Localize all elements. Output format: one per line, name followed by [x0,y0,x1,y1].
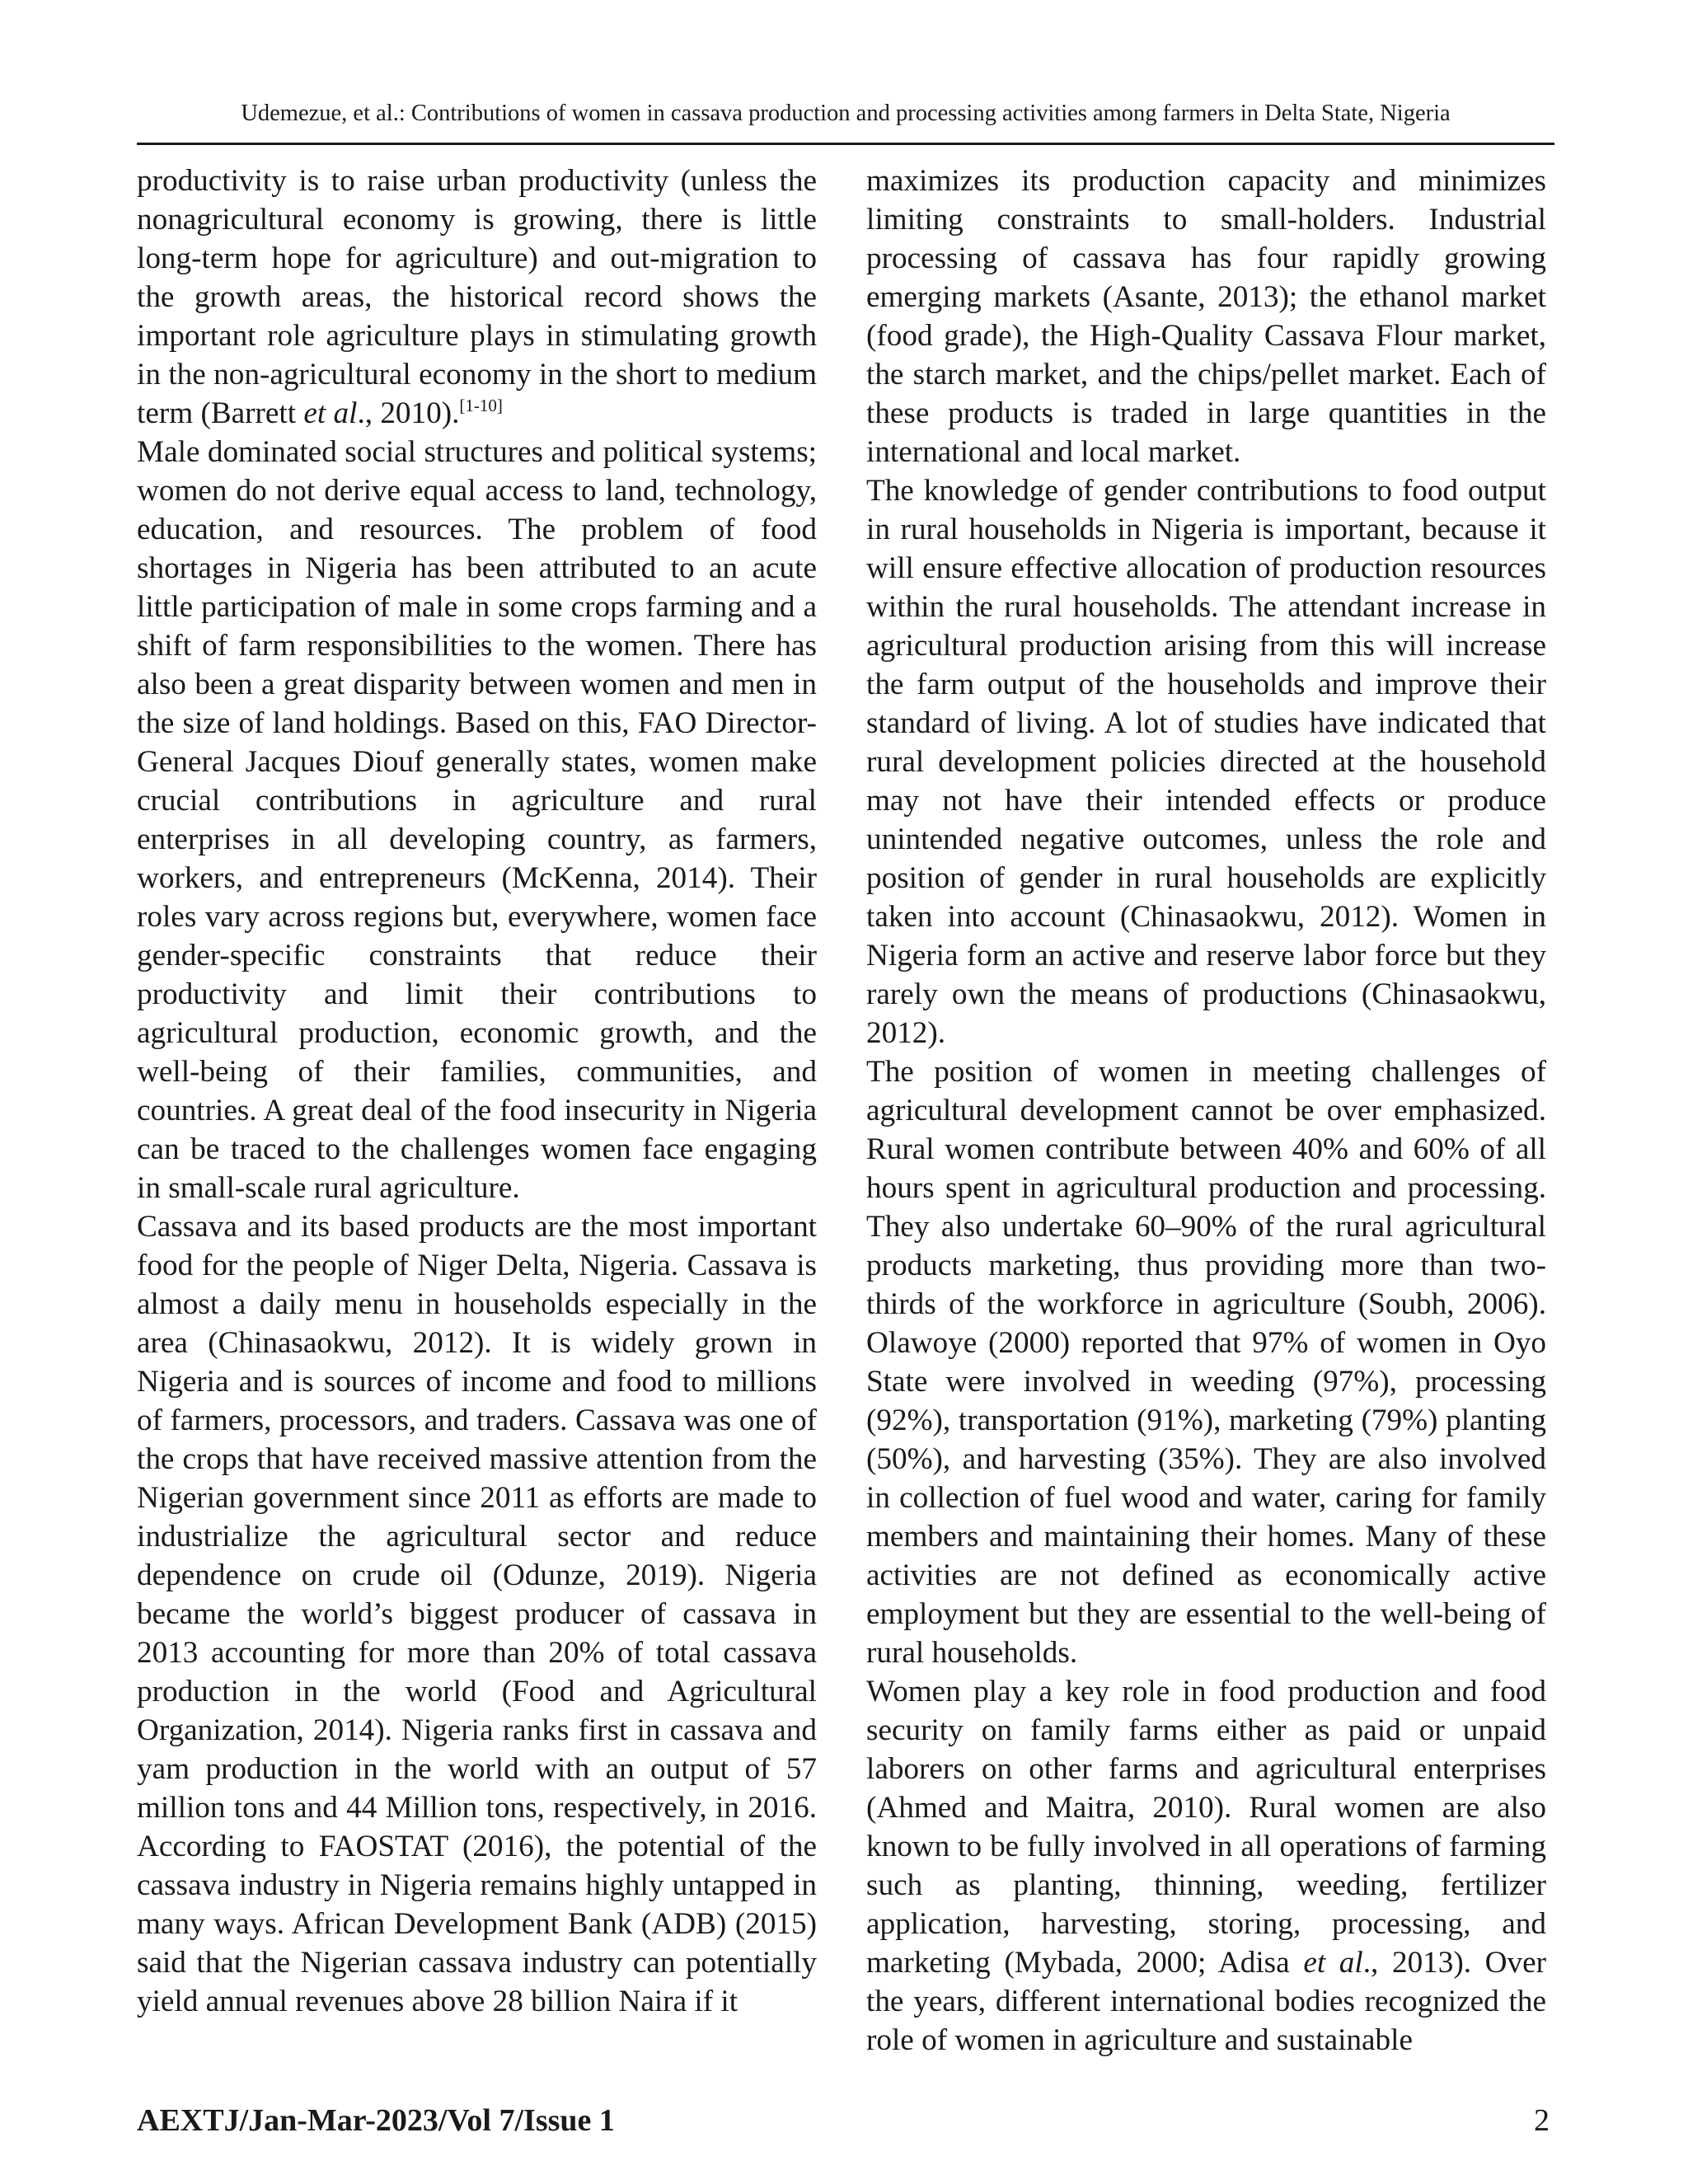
right-column [866,162,1546,2060]
left-p1-text: productivity is to raise urban productivity (unless the nonagricultural economy is growing, there is little long-term hope for agriculture) and out-migration to the growth areas, the historical record shows the important role agriculture plays in stimulating growth in the non-agricultural economy in the short to medium term (Barrett [137,164,817,430]
left-p1-text-end: ., 2010). [357,396,460,430]
page-number: 2 [1534,2103,1550,2138]
right-p4-text-end: ., 2013). Over the years, different international bodies recognized the role of women in agriculture and sustainable [866,1946,1547,2057]
footer-journal-info: AEXTJ/Jan-Mar-2023/Vol 7/Issue 1 [137,2103,615,2138]
left-column [137,162,817,2021]
right-paragraph-1: maximizes its production capacity and minimizes limiting constraints to small-holders. Industrial processing of cassava has four rapidly growing emerging markets (Asante, 2013); the ethanol market (food grade), the High-Quality Cassava Flour market, the starch market, and the chips/pellet market. Each of these products is traded in large quantities in the international and local market. [866,164,1546,469]
right-paragraph-2: The knowledge of gender contributions to food output in rural households in Nigeria is important, because it will ensure effective allocation of production resources within the rural households. The attendant increase in agricultural production arising from this will increase the farm output of the households and improve their standard of living. A lot of studies have indicated that rural development policies directed at the household may not have their intended effects or produce unintended negative outcomes, unless the role and position of gender in rural households are explicitly taken into account (Chinasaokwu, 2012). Women in Nigeria form an active and reserve labor force but they rarely own the means of productions (Chinasaokwu, 2012). [866,474,1546,1050]
left-paragraph-1 [137,162,817,433]
right-p4-text: Women play a key role in food production and food security on family farms either as paid or unpaid laborers on other farms and agricultural enterprises (Ahmed and Maitra, 2010). Rural women are also known to be fully involved in all operations of farming such as planting, thinning, weeding, fertilizer application, harvesting, storing, processing, and marketing (Mybada, 2000; Adisa [866,1675,1546,1980]
left-paragraph-2: Male dominated social structures and political systems; women do not derive equal access to land, technology, education, and resources. The problem of food shortages in Nigeria has been attributed to an acute little participation of male in some crops farming and a shift of farm responsibilities to the women. There has also been a great disparity between women and men in the size of land holdings. Based on this, FAO Director-General Jacques Diouf generally states, women make crucial contributions in agriculture and rural enterprises in all developing country, as farmers, workers, and entrepreneurs (McKenna, 2014). Their roles vary across regions but, everywhere, women face gender-specific constraints that reduce their productivity and limit their contributions to agricultural production, economic growth, and the well-being of their families, communities, and countries. A great deal of the food insecurity in Nigeria can be traced to the challenges women face engaging in small-scale rural agriculture. [137,435,817,1205]
right-paragraph-4 [866,1672,1546,2060]
citation-superscript: [1-10] [459,396,503,415]
left-p1-etal: et al [303,396,358,430]
left-paragraph-3: Cassava and its based products are the most important food for the people of Niger Delta, Nigeria. Cassava is almost a daily menu in households especially in the area (Chinasaokwu, 2012). It is widely grown in Nigeria and is sources of income and food to millions of farmers, processors, and traders. Cassava was one of the crops that have received massive attention from the Nigerian government since 2011 as efforts are made to industrialize the agricultural sector and reduce dependence on crude oil (Odunze, 2019). Nigeria became the world’s biggest producer of cassava in 2013 accounting for more than 20% of total cassava production in the world (Food and Agricultural Organization, 2014). Nigeria ranks first in cassava and yam production in the world with an output of 57 million tons and 44 Million tons, respectively, in 2016. According to FAOSTAT (2016), the potential of the cassava industry in Nigeria remains highly untapped in many ways. African Development Bank (ADB) (2015) said that the Nigerian cassava industry can potentially yield annual revenues above 28 billion Naira if it [137,1210,817,2018]
running-header: Udemezue, et al.: Contributions of women in cassava production and processing activities among farmers in Delta State, Nigeria [241,101,1451,126]
header-rule [137,143,1554,145]
right-paragraph-3: The position of women in meeting challenges of agricultural development cannot be over emphasized. Rural women contribute between 40% and 60% of all hours spent in agricultural production and processing. They also undertake 60–90% of the rural agricultural products marketing, thus providing more than two-thirds of the workforce in agriculture (Soubh, 2006). Olawoye (2000) reported that 97% of women in Oyo State were involved in weeding (97%), processing (92%), transportation (91%), marketing (79%) planting (50%), and harvesting (35%). They are also involved in collection of fuel wood and water, caring for family members and maintaining their homes. Many of these activities are not defined as economically active employment but they are essential to the well-being of rural households. [866,1055,1546,1670]
right-p4-etal: et al [1303,1946,1363,1980]
